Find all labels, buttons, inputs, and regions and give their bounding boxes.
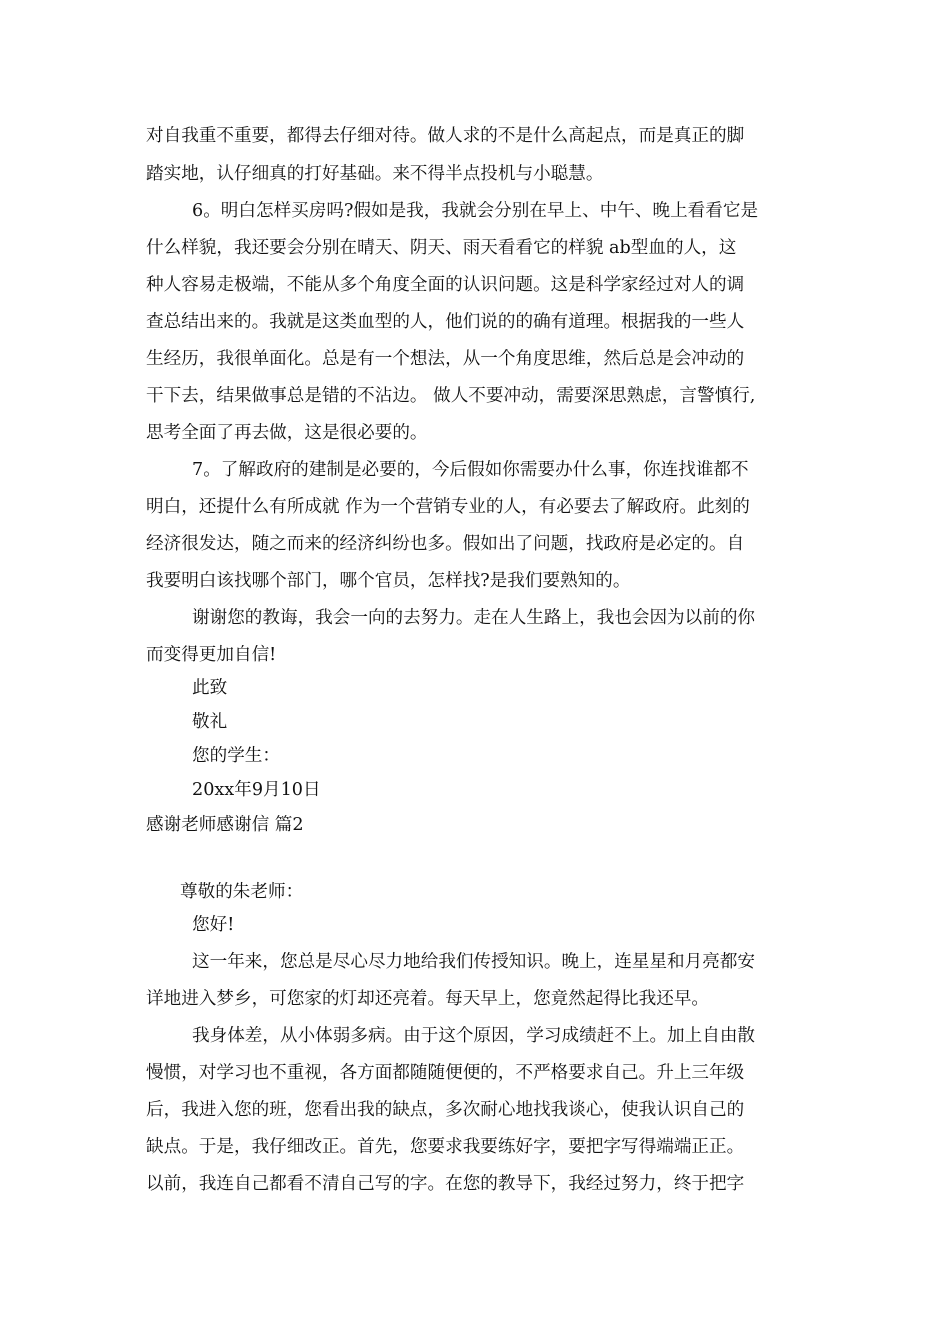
text-line: 7。了解政府的建制是必要的，今后假如你需要办什么事，你连找谁都不	[192, 460, 749, 480]
closing-salutation: 此致	[192, 678, 228, 698]
text-line: 以前，我连自己都看不清自己写的字。在您的教导下，我经过努力，终于把字	[146, 1174, 745, 1194]
section-heading: 感谢老师感谢信 篇2	[146, 815, 304, 835]
letter-date: 20xx年9月10日	[192, 780, 321, 800]
text-line: 慢惯，对学习也不重视，各方面都随随便便的，不严格要求自己。升上三年级	[146, 1063, 745, 1083]
greeting: 尊敬的朱老师：	[180, 882, 304, 902]
text-line: 后，我进入您的班，您看出我的缺点，多次耐心地找我谈心，使我认识自己的	[146, 1100, 745, 1120]
text-line: 经济很发达，随之而来的经济纠纷也多。假如出了问题，找政府是必定的。自	[146, 534, 745, 554]
text-line: 思考全面了再去做，这是很必要的。	[146, 423, 428, 443]
text-line: 缺点。于是，我仔细改正。首先，您要求我要练好字，要把字写得端端正正。	[146, 1137, 745, 1157]
text-line: 详地进入梦乡，可您家的灯却还亮着。每天早上，您竟然起得比我还早。	[146, 989, 710, 1009]
signature-label: 您的学生：	[192, 746, 280, 766]
text-line: 对自我重不重要，都得去仔细对待。做人求的不是什么高起点，而是真正的脚	[146, 126, 745, 146]
closing-regards: 敬礼	[192, 712, 228, 732]
text-line: 6。明白怎样买房吗?假如是我，我就会分别在早上、中午、晚上看看它是	[192, 201, 759, 221]
text-line: 什么样貌，我还要会分别在晴天、阴天、雨天看看它的样貌 ab型血的人，这	[146, 238, 737, 258]
text-line: 谢谢您的教诲，我会一向的去努力。走在人生路上，我也会因为以前的你	[192, 608, 756, 628]
text-line: 干下去，结果做事总是错的不沾边。 做人不要冲动，需要深思熟虑，言警慎行,	[146, 386, 756, 406]
text-line: 种人容易走极端，不能从多个角度全面的认识问题。这是科学家经过对人的调	[146, 275, 745, 295]
text-line: 这一年来，您总是尽心尽力地给我们传授知识。晚上，连星星和月亮都安	[192, 952, 756, 972]
text-line: 踏实地，认仔细真的打好基础。来不得半点投机与小聪慧。	[146, 164, 604, 184]
greeting-hello: 您好!	[192, 915, 235, 935]
text-line: 我身体差，从小体弱多病。由于这个原因，学习成绩赶不上。加上自由散	[192, 1026, 756, 1046]
text-line: 我要明白该找哪个部门，哪个官员，怎样找?是我们要熟知的。	[146, 571, 631, 591]
text-line: 明白，还提什么有所成就 作为一个营销专业的人，有必要去了解政府。此刻的	[146, 497, 750, 517]
text-line: 查总结出来的。我就是这类血型的人，他们说的的确有道理。根据我的一些人	[146, 312, 745, 332]
text-line: 而变得更加自信!	[146, 645, 277, 665]
text-line: 生经历，我很单面化。总是有一个想法，从一个角度思维，然后总是会冲动的	[146, 349, 745, 369]
